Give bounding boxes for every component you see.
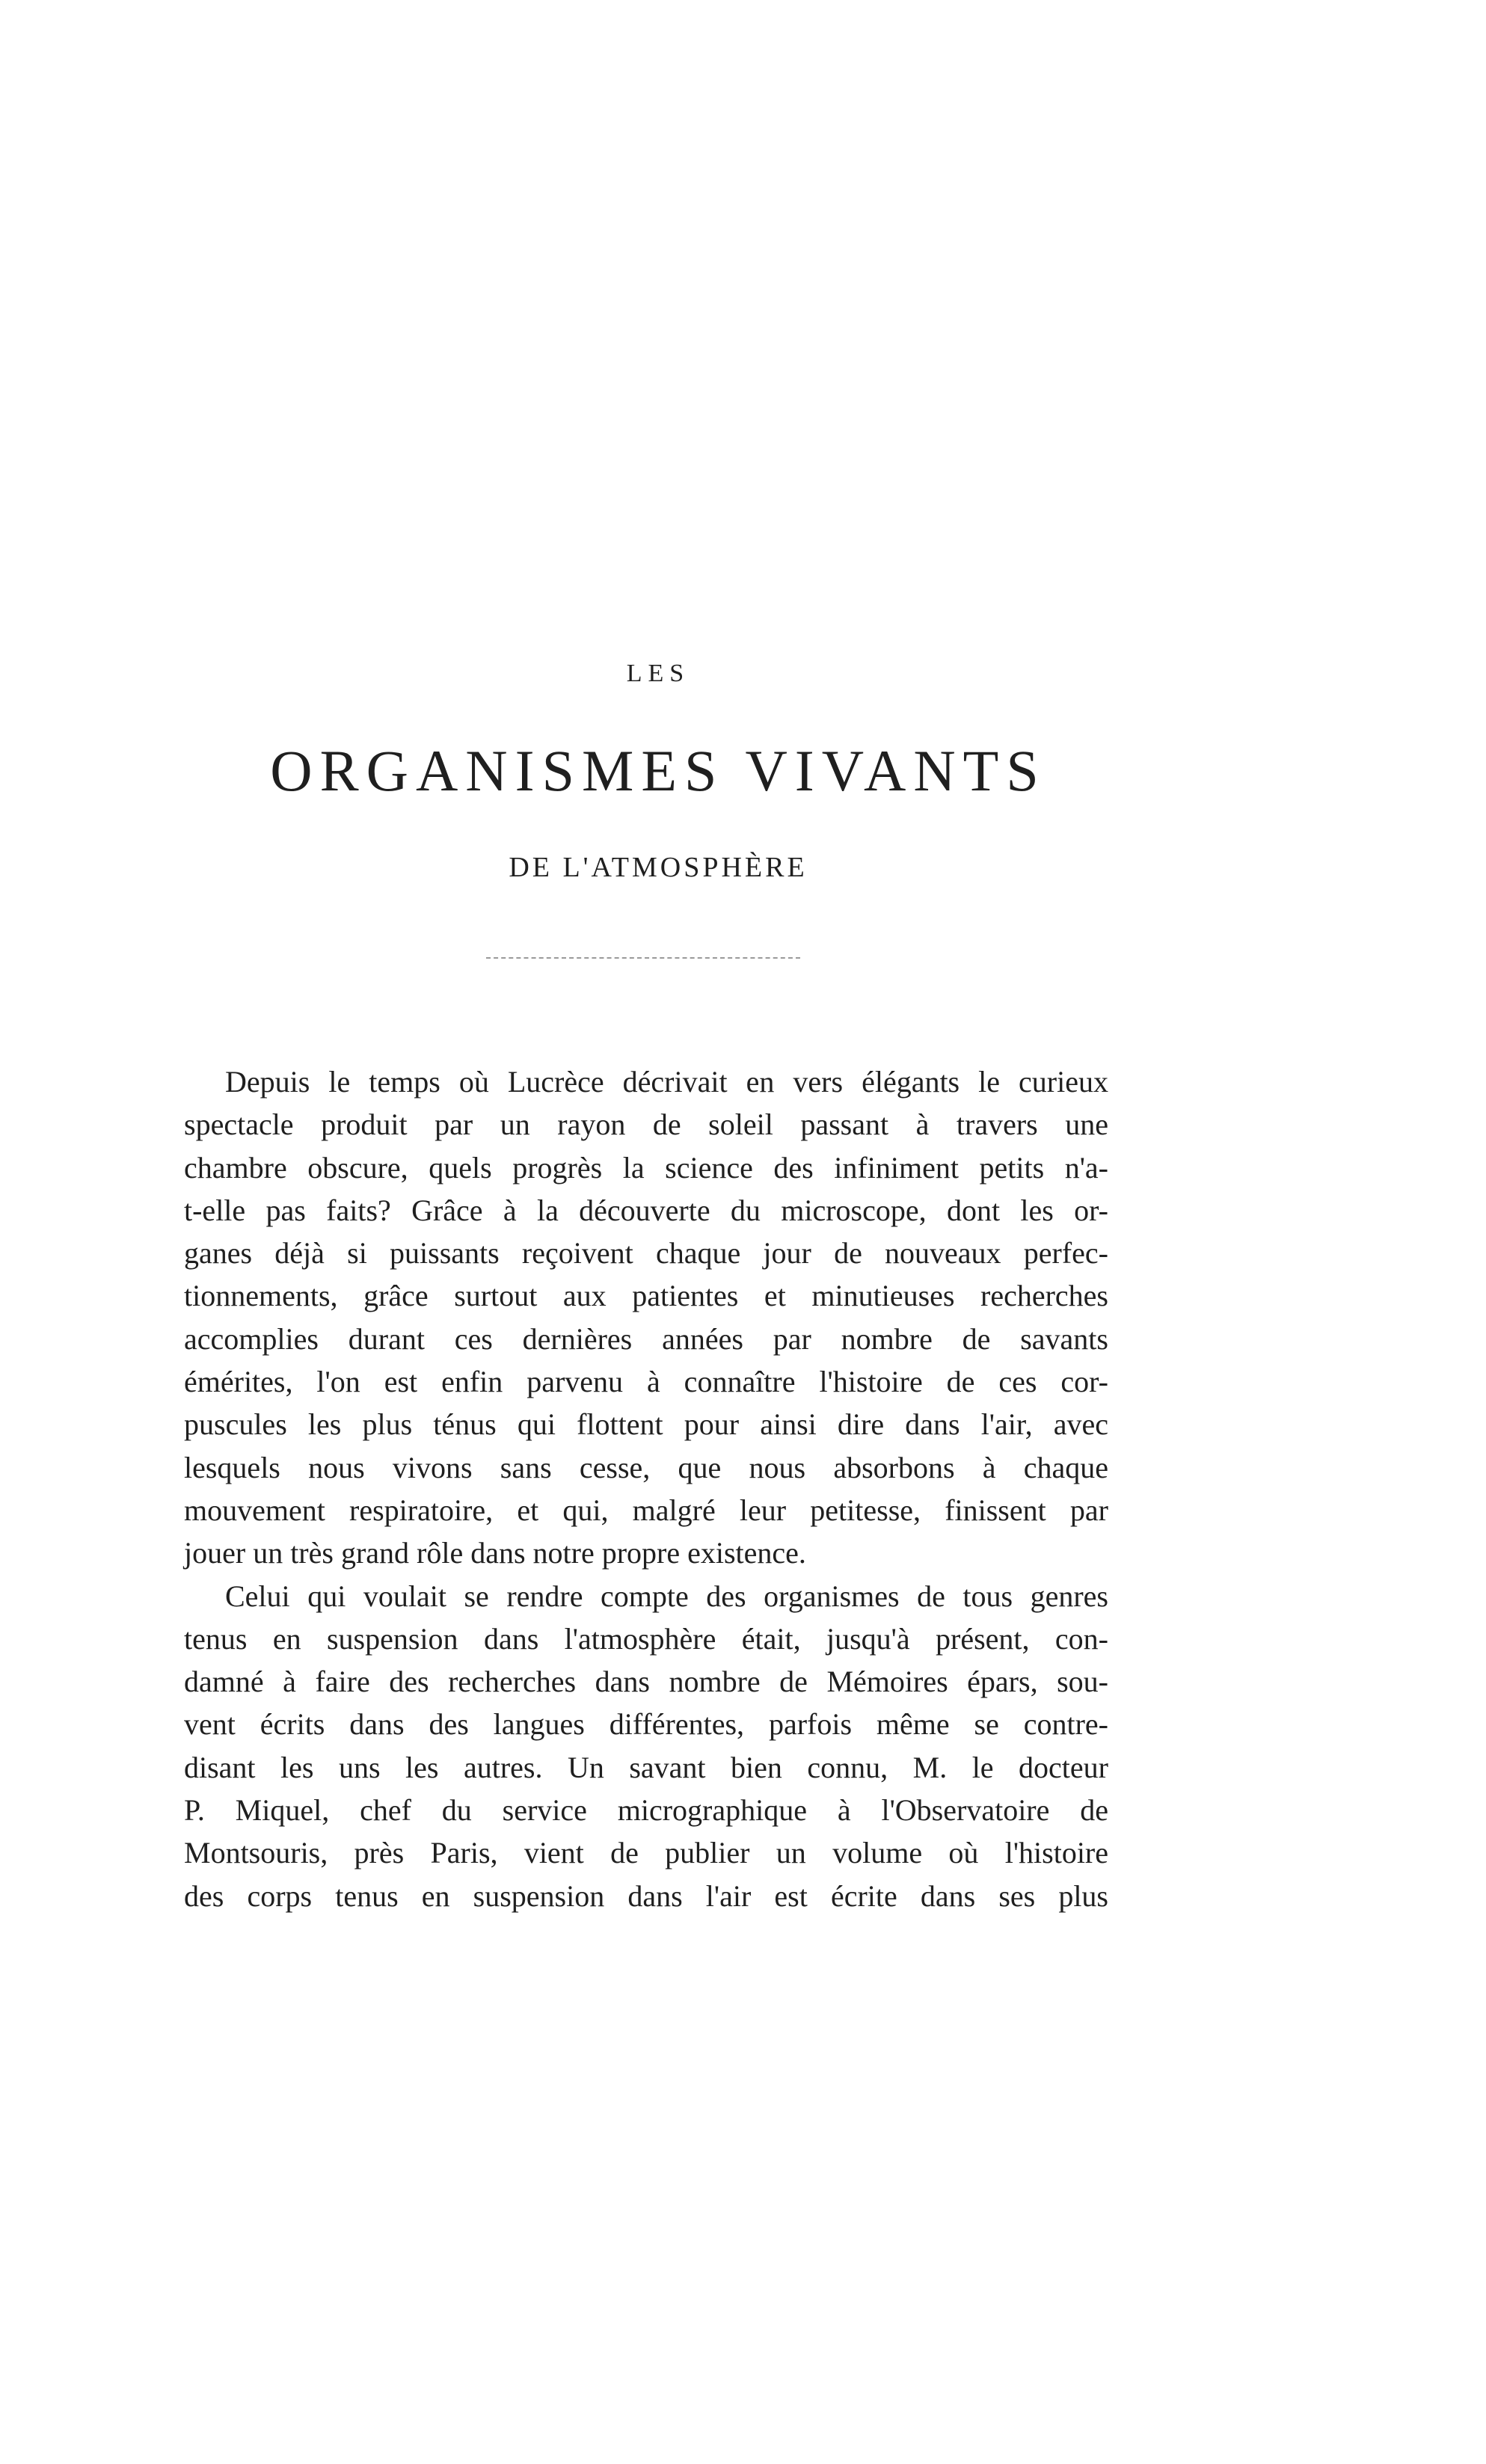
text-line: Celui qui voulait se rendre compte des organismes de tous genres [225,1579,1108,1613]
text-line: mouvement respiratoire, et qui, malgré leur petitesse, finissent par [184,1493,1108,1527]
text-line: des corps tenus en suspension dans l'air est écrite dans ses plus [184,1878,1108,1913]
paragraph-2 [184,1575,1108,1917]
text-line: accomplies durant ces dernières années par nombre de savants [184,1321,1108,1356]
main-title: ORGANISMES VIVANTS [270,738,1046,803]
text-line: ganes déjà si puissants reçoivent chaque jour de nouveaux perfec- [184,1236,1108,1271]
sub-title: DE L'ATMOSPHÈRE [509,852,808,883]
paragraph-1 [184,1060,1108,1575]
text-line: t-elle pas faits? Grâce à la découverte du microscope, dont les or- [184,1193,1108,1227]
text-line: P. Miquel, chef du service micrographique à l'Observatoire de [184,1793,1108,1828]
text-line: tenus en suspension dans l'atmosphère était, jusqu'à présent, con- [184,1621,1108,1656]
text-line: disant les uns les autres. Un savant bien connu, M. le docteur [184,1750,1108,1784]
text-line: jouer un très grand rôle dans notre propre existence. [184,1536,806,1570]
pre-title: LES [626,660,690,687]
body-text [184,1060,1108,1917]
text-line: damné à faire des recherches dans nombre de Mémoires épars, sou- [184,1665,1108,1699]
text-line: Depuis le temps où Lucrèce décrivait en vers élégants le curieux [225,1065,1108,1099]
text-line: spectacle produit par un rayon de soleil passant à travers une [184,1107,1108,1142]
text-line: tionnements, grâce surtout aux patientes et minutieuses recherches [184,1279,1108,1313]
text-line: lesquels nous vivons sans cesse, que nous absorbons à chaque [184,1450,1108,1484]
text-line: puscules les plus ténus qui flottent pour ainsi dire dans l'air, avec [184,1407,1108,1442]
text-line: émérites, l'on est enfin parvenu à connaître l'histoire de ces cor- [184,1365,1108,1399]
title-divider [486,957,800,959]
text-line: vent écrits dans des langues différentes, parfois même se contre- [184,1707,1108,1742]
text-line: Montsouris, près Paris, vient de publier un volume où l'histoire [184,1836,1108,1870]
text-line: chambre obscure, quels progrès la science des infiniment petits n'a- [184,1150,1108,1185]
